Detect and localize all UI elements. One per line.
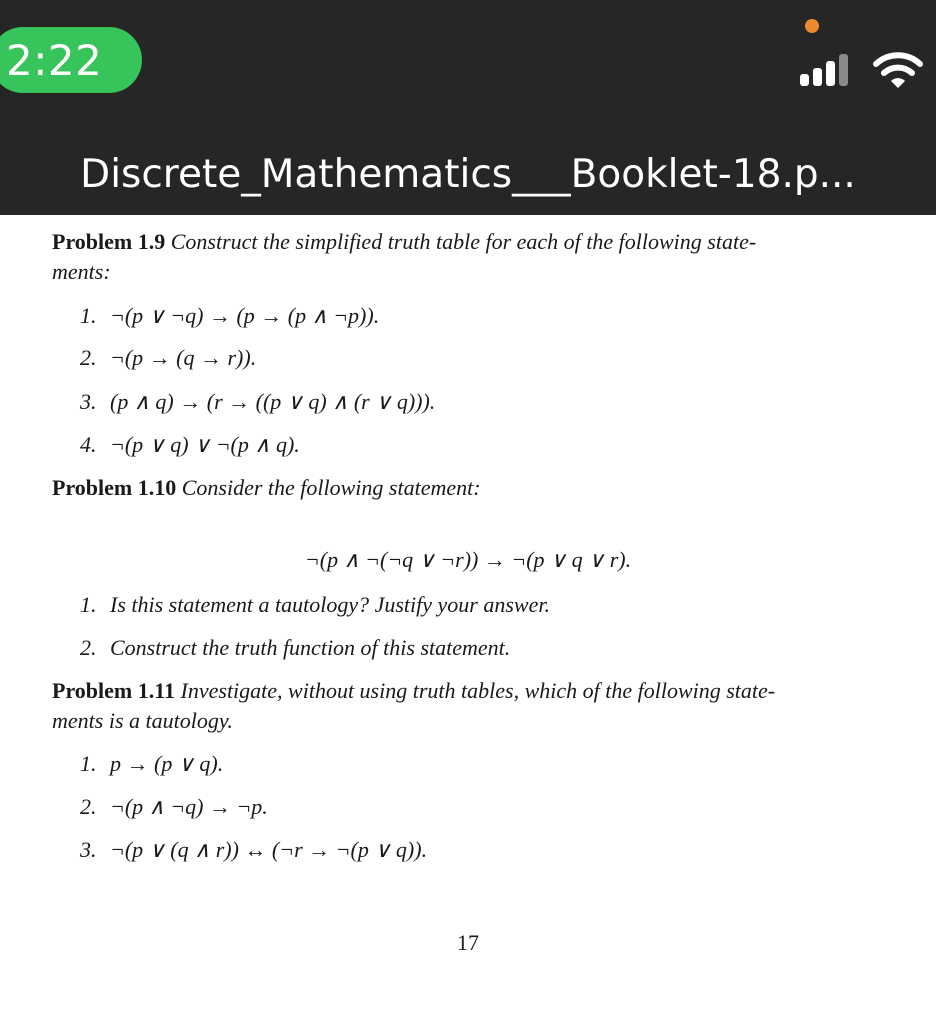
problem-text: Consider the following statement: <box>181 475 481 500</box>
app-header <box>0 0 936 215</box>
pdf-page <box>0 215 936 1024</box>
page-number: 17 <box>457 930 479 955</box>
problem-text: Construct the simplified truth table for each of the following state- <box>170 229 757 254</box>
document-title: Discrete_Mathematics___Booklet-18.p... <box>80 152 856 197</box>
problem-1-11 <box>52 676 910 736</box>
list-item: 3. ¬(p ∨ (q ∧ r)) ↔ (¬r → ¬(p ∨ q)). <box>80 837 428 862</box>
list-item: 1. ¬(p ∨ ¬q) → (p → (p ∧ ¬p)). <box>80 303 380 328</box>
problem-text-cont: ments is a tautology. <box>52 708 233 733</box>
privacy-indicator-dot <box>805 19 819 33</box>
list-item: 3. (p ∧ q) → (r → ((p ∨ q) ∧ (r ∨ q))). <box>80 389 436 414</box>
problem-text-cont: ments: <box>52 259 111 284</box>
list-item: 2. ¬(p ∧ ¬q) → ¬p. <box>80 794 268 819</box>
wifi-icon <box>872 50 924 90</box>
list-item: 2. ¬(p → (q → r)). <box>80 345 257 370</box>
problem-label: Problem 1.10 <box>52 475 177 500</box>
list-item: 1. p → (p ∨ q). <box>80 751 224 776</box>
problem-label: Problem 1.11 <box>52 678 176 703</box>
centered-formula: ¬(p ∧ ¬(¬q ∨ ¬r)) → ¬(p ∨ q ∨ r). <box>304 547 632 572</box>
signal-strength-icon <box>800 52 860 88</box>
list-item: 4. ¬(p ∨ q) ∨ ¬(p ∧ q). <box>80 432 300 457</box>
list-item: 2. Construct the truth function of this statement. <box>80 635 511 660</box>
list-item: 1. Is this statement a tautology? Justify your answer. <box>80 592 550 617</box>
clock-time: 2:22 <box>6 36 103 85</box>
problem-text: Investigate, without using truth tables, which of the following state- <box>180 678 776 703</box>
problem-1-9 <box>52 227 910 287</box>
problem-1-10 <box>52 473 910 503</box>
problem-label: Problem 1.9 <box>52 229 166 254</box>
